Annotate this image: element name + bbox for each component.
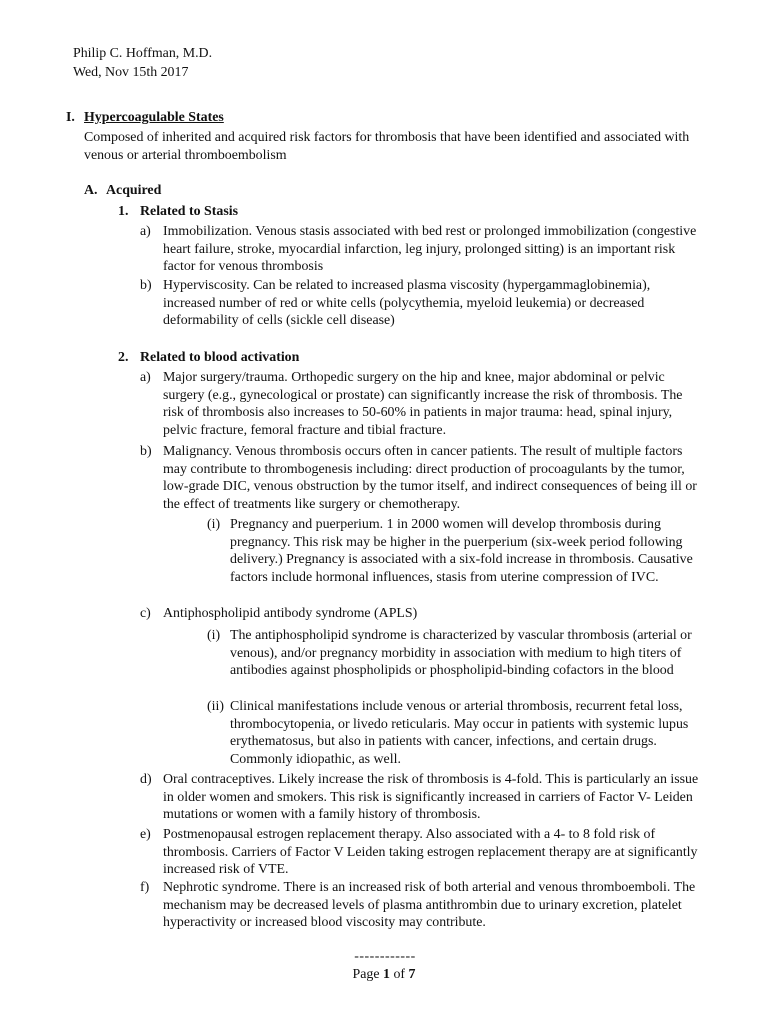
- sub-item-text: Clinical manifestations include venous or arterial thrombosis, recurrent fetal loss, thrombocytopenia, or livedo reticularis. May occur in patients with systemic lupus erythematosus, but also in patients with cancer, infections, and certain drugs. Commonly idiopathic, as well.: [230, 699, 689, 767]
- section-number: I.: [66, 110, 75, 125]
- subsection-title: Acquired: [106, 183, 162, 198]
- item-text: Malignancy. Venous thrombosis occurs often in cancer patients. The result of multiple factors may contribute to thrombogenesis including: direct production of procoagulants by the tumor, low-grade DIC, venous obstruction by the tumor itself, and indirect consequences of being ill or the effect of treatments like surgery or chemotherapy.: [163, 444, 697, 512]
- sub-item-label: (ii): [207, 699, 224, 714]
- section-title: Hypercoagulable States: [84, 110, 224, 125]
- topic-heading-activation: [118, 349, 299, 367]
- item-text: Nephrotic syndrome. There is an increased risk of both arterial and venous thromboemboli. The mechanism may be decreased levels of plasma antithrombin due to urinary excretion, platelet hyperactivity or increased blood viscosity may contribute.: [163, 880, 696, 931]
- author-name: Philip C. Hoffman, M.D.: [73, 46, 213, 61]
- page-word: Page: [352, 967, 380, 982]
- sub-item-text: Pregnancy and puerperium. 1 in 2000 women will develop thrombosis during pregnancy. This risk may be higher in the puerperium (six-week period following delivery.) Pregnancy is associated with a six-fold increase in thrombosis. Causative factors include hormonal influences, stasis from uterine compression of IVC.: [230, 517, 693, 585]
- item-text: Postmenopausal estrogen replacement therapy. Also associated with a 4- to 8 fold risk of thrombosis. Carriers of Factor V Leiden taking estrogen replacement therapy are at significantly increased risk of VTE.: [163, 827, 698, 878]
- sub-item-label: (i): [207, 517, 221, 532]
- item-text: Hyperviscosity. Can be related to increased plasma viscosity (hypergammaglobinemia), increased number of red or white cells (polycythemia, myeloid leukemia) or decreased deformability of cells (sickle cell disease): [163, 278, 651, 329]
- item-label: e): [140, 827, 151, 842]
- sub-item-label: (i): [207, 628, 221, 643]
- item-text: Oral contraceptives. Likely increase the risk of thrombosis is 4-fold. This is particularly an issue in older women and smokers. This risk is significantly increased in carriers of Factor V- Leiden mutations or women with a family history of thrombosis.: [163, 772, 699, 823]
- of-word: of: [393, 967, 406, 982]
- total-pages: 7: [408, 967, 416, 982]
- page-number: [0, 966, 768, 984]
- subsection-heading-acquired: [84, 182, 161, 200]
- item-text: Immobilization. Venous stasis associated with bed rest or prolonged immobilization (congestive heart failure, stroke, myocardial infarction, leg injury, prolonged sitting) is an important risk factor for venous thrombosis: [163, 224, 697, 275]
- item-label: b): [140, 444, 152, 459]
- sub-item-text: The antiphospholipid syndrome is characterized by vascular thrombosis (arterial or venous), and/or pregnancy morbidity in association with medium to high titers of antibodies against phospholipids or phospholipid-binding cofactors in the blood: [230, 628, 692, 679]
- item-text: Antiphospholipid antibody syndrome (APLS): [163, 606, 418, 621]
- topic-title: Related to blood activation: [140, 350, 300, 365]
- item-label: f): [140, 880, 150, 895]
- topic-label: 2.: [118, 350, 129, 365]
- subsection-label: A.: [84, 183, 98, 198]
- topic-heading-stasis: [118, 203, 238, 221]
- topic-title: Related to Stasis: [140, 204, 239, 219]
- item-text: Major surgery/trauma. Orthopedic surgery on the hip and knee, major abdominal or pelvic surgery (e.g., gynecological or prostate) can significantly increase the risk of thrombosis. The risk of thrombosis also increases to 50-60% in patients in major trauma: head, spinal injury, pelvic fracture, femoral fracture and tibial fracture.: [163, 370, 683, 438]
- document-date: Wed, Nov 15th 2017: [73, 64, 189, 80]
- current-page: 1: [383, 967, 390, 982]
- topic-label: 1.: [118, 204, 129, 219]
- document-header: [73, 45, 673, 82]
- item-label: c): [140, 606, 151, 621]
- item-label: b): [140, 278, 152, 293]
- item-label: a): [140, 224, 151, 239]
- section-intro: Composed of inherited and acquired risk factors for thrombosis that have been identified and associated with venous or arterial thromboembolism: [84, 130, 690, 163]
- item-label: a): [140, 370, 151, 385]
- item-label: d): [140, 772, 152, 787]
- footer-rule: ------------: [354, 949, 416, 964]
